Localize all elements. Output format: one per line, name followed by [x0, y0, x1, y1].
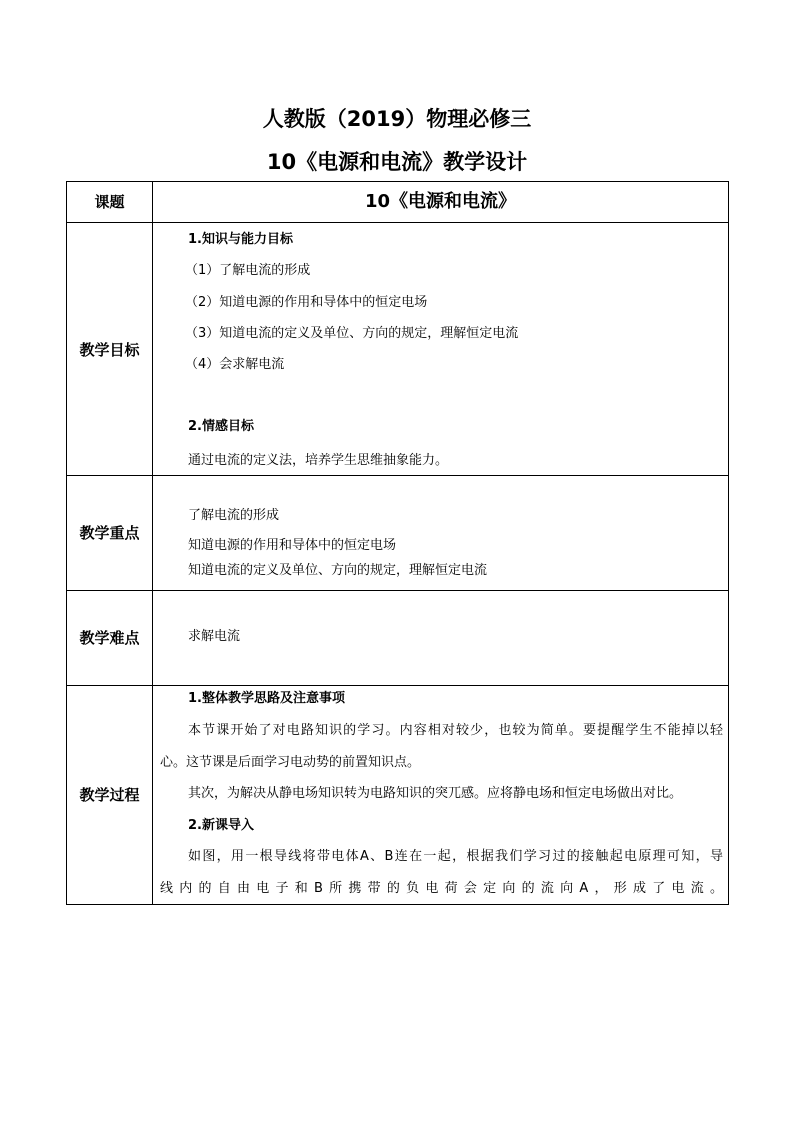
key-point-line: 知道电流的定义及单位、方向的规定，理解恒定电流 — [188, 563, 488, 578]
column-divider — [152, 182, 153, 904]
key-point-line: 了解电流的形成 — [188, 508, 280, 523]
objectives-label: 教学目标 — [79, 341, 140, 359]
process-section2-title: 2.新课导入 — [188, 818, 254, 833]
objectives-section2-title: 2.情感目标 — [188, 419, 254, 434]
difficulties-text: 求解电流 — [188, 629, 241, 644]
lesson-plan-table — [66, 181, 729, 905]
process-paragraph-line: 线内的自由电子和B所携带的负电荷会定向的流向A，形成了电流。 — [160, 881, 723, 896]
row-divider — [67, 475, 728, 476]
process-paragraph-line: 心。这节课是后面学习电动势的前置知识点。 — [160, 755, 421, 770]
process-section1-title: 1.整体教学思路及注意事项 — [188, 691, 345, 706]
row-divider — [67, 685, 728, 686]
objective-item: （3）知道电流的定义及单位、方向的规定，理解恒定电流 — [185, 326, 519, 341]
objectives-section1-title: 1.知识与能力目标 — [188, 232, 293, 247]
process-paragraph-line: 如图，用一根导线将带电体A、B连在一起，根据我们学习过的接触起电原理可知，导 — [188, 849, 723, 864]
key-points-label: 教学重点 — [79, 524, 140, 542]
objective-item: （1）了解电流的形成 — [185, 263, 311, 278]
objective-item: （2）知道电源的作用和导体中的恒定电场 — [185, 295, 428, 310]
row-divider — [67, 222, 728, 223]
document-title-line1: 人教版（2019）物理必修三 — [262, 107, 532, 131]
topic-label: 课题 — [94, 193, 125, 211]
document-title-line2: 10《电源和电流》教学设计 — [266, 150, 528, 174]
objective-item: （4）会求解电流 — [185, 357, 285, 372]
difficulties-label: 教学难点 — [79, 629, 140, 647]
row-divider — [67, 590, 728, 591]
process-paragraph-line: 其次，为解决从静电场知识转为电路知识的突兀感。应将静电场和恒定电场做出对比。 — [188, 786, 683, 801]
process-paragraph-line: 本节课开始了对电路知识的学习。内容相对较少，也较为简单。要提醒学生不能掉以轻 — [188, 723, 723, 738]
process-label: 教学过程 — [79, 786, 140, 804]
topic-value: 10《电源和电流》 — [364, 191, 517, 212]
objectives-section2-text: 通过电流的定义法，培养学生思维抽象能力。 — [188, 453, 449, 468]
key-point-line: 知道电源的作用和导体中的恒定电场 — [188, 538, 397, 553]
